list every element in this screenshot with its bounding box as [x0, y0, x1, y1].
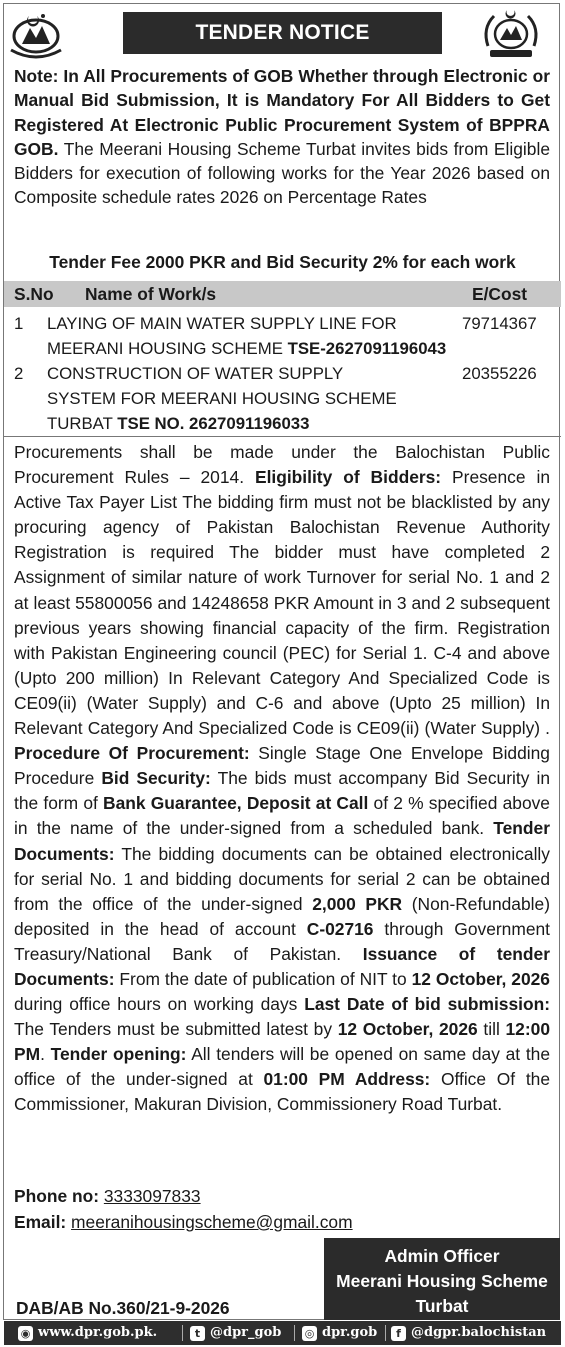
email-link[interactable]: meeranihousingscheme@gmail.com — [71, 1212, 353, 1232]
work-name-text: TURBAT — [47, 414, 118, 433]
government-emblem-right — [480, 6, 542, 60]
text: Procurements shall be made under the Balochistan Public Procurement Rules – 2014. — [14, 442, 550, 488]
eligibility-heading: Eligibility of Bidders: — [254, 467, 442, 488]
phone-link[interactable]: 3333097833 — [103, 1186, 201, 1206]
submission-date: 12 October, 2026 — [337, 1019, 478, 1040]
footer-website[interactable] — [18, 1321, 157, 1345]
text: of 2 % specified above in the name of the under-signed from a scheduled bank. — [14, 793, 550, 839]
registration-note: Note: In All Procurements of GOB Whether through Electronic or Manual Bid Submission, It is Mandatory For All Bidders to Get Registered At Electronic Public Procurement System of BPPRA GOB. — [14, 66, 550, 159]
text: The Tenders must be submitted latest by — [14, 1019, 338, 1040]
header-name: Name of Work/s — [85, 284, 217, 304]
email-label: Email: — [14, 1212, 67, 1232]
officer-title: Admin Officer — [384, 1246, 500, 1266]
header-sno: S.No — [14, 284, 54, 304]
footer-facebook[interactable] — [391, 1321, 546, 1345]
footer-bar — [4, 1321, 561, 1345]
globe-icon: ◉ — [18, 1326, 33, 1341]
tse-number: TSE NO. 2627091196033 — [117, 414, 310, 433]
page-title: TENDER NOTICE — [123, 12, 442, 54]
footer-twitter[interactable] — [190, 1321, 281, 1345]
work-name-line — [47, 336, 447, 361]
text: during office hours on working days — [14, 994, 305, 1015]
bank-guarantee: Bank Guarantee, Deposit at Call — [103, 793, 369, 814]
bid-security-heading: Bid Security: — [101, 768, 211, 789]
email-line — [14, 1212, 353, 1233]
text: From the date of publication of NIT to — [114, 968, 412, 989]
text: All tenders will be opened on same day at the office of the under-signed at — [14, 1044, 550, 1090]
header-cost: E/Cost — [472, 284, 528, 304]
account-head: C-02716 — [306, 918, 374, 939]
facebook-handle[interactable]: @dgpr.balochistan — [411, 1325, 547, 1340]
text: Single Stage One Envelope Bidding Procedure — [14, 743, 550, 789]
work-name-text: MEERANI HOUSING SCHEME — [47, 339, 288, 358]
row-cost: 79714367 — [462, 314, 537, 333]
footer-divider — [182, 1325, 183, 1341]
row-sno: 2 — [14, 364, 24, 383]
work-name-line: LAYING OF MAIN WATER SUPPLY LINE FOR — [47, 314, 397, 333]
last-date-heading: Last Date of bid submission: — [304, 994, 550, 1015]
facebook-icon: f — [391, 1326, 406, 1341]
issuance-heading: Issuance of tender Documents: — [14, 943, 550, 989]
signatory-block — [324, 1238, 560, 1320]
text: through Government Treasury/National Bank of Pakistan. — [14, 918, 550, 964]
text: till — [477, 1019, 506, 1040]
address-heading: Address: — [344, 1069, 431, 1090]
text: . — [40, 1044, 51, 1065]
opening-time: 01:00 PM — [263, 1069, 345, 1090]
officer-location: Turbat — [415, 1296, 469, 1316]
intro-paragraph — [14, 64, 550, 210]
footer-divider — [294, 1325, 295, 1341]
tender-documents-heading: Tender Documents: — [14, 818, 550, 864]
row-cost: 20355226 — [462, 364, 537, 383]
procedure-heading: Procedure Of Procurement: — [14, 743, 250, 764]
issuance-date: 12 October, 2026 — [411, 968, 550, 989]
reference-number: DAB/AB No.360/21-9-2026 — [16, 1298, 230, 1318]
tender-fee-line: Tender Fee 2000 PKR and Bid Security 2% for each work — [49, 252, 516, 272]
tender-opening-heading: Tender opening: — [50, 1044, 187, 1065]
officer-organization: Meerani Housing Scheme — [336, 1271, 548, 1291]
twitter-icon: t — [190, 1326, 205, 1341]
instagram-icon: ◎ — [302, 1326, 317, 1341]
work-name-line: SYSTEM FOR MEERANI HOUSING SCHEME — [47, 389, 397, 408]
text: (Non-Refundable) deposited in the head of account — [14, 893, 550, 939]
footer-divider — [385, 1325, 386, 1341]
government-emblem-left — [5, 6, 67, 60]
phone-label: Phone no: — [14, 1186, 100, 1206]
submission-time: 12:00 PM — [14, 1019, 550, 1065]
work-name-line: CONSTRUCTION OF WATER SUPPLY — [47, 364, 344, 383]
text: Presence in Active Tax Payer List The bidding firm must not be blacklisted by any procuring agency of Pakistan Balochistan Revenue Authority Registration is required The bidder must have completed 2 Assignment of similar nature of work Turnover for serial No. 1 and 2 at least 55800056 and 14248658 PKR Amount in 3 and 2 subsequent previous years showing financial capacity of the firm. Registration with Pakistan Engineering council (PEC) for Serial 1. C-4 and above (Upto 200 million) In Relevant Category And Specialized Code is CE09(ii) (Water Supply) and C-6 and above (Upto 25 million) In Relevant Category And Specialized Code is CE09(ii) (Water Supply) . — [14, 467, 550, 739]
instagram-handle[interactable]: dpr.gob — [322, 1325, 378, 1340]
row-work-name — [47, 361, 447, 436]
invitation-text: The Meerani Housing Scheme Turbat invites bids from Eligible Bidders for execution of following works for the Year 2026 based on Composite schedule rates 2026 on Percentage Rates — [14, 138, 550, 208]
footer-instagram[interactable] — [302, 1321, 377, 1345]
twitter-handle[interactable]: @dpr_gob — [210, 1325, 282, 1340]
document-fee: 2,000 PKR — [312, 893, 403, 914]
text: The bids must accompany Bid Security in the form of — [14, 768, 551, 814]
section-divider — [4, 436, 561, 437]
row-work-name — [47, 311, 447, 361]
text: Office Of the Commissioner, Makuran Division, Commissionery Road Turbat. — [14, 1069, 550, 1115]
phone-line — [14, 1186, 201, 1207]
work-name-line — [47, 411, 447, 436]
text: The bidding documents can be obtained electronically for serial No. 1 and bidding documents for serial 2 can be obtained from the office of the under-signed — [14, 843, 550, 914]
row-sno: 1 — [14, 314, 24, 333]
tse-number: TSE-2627091196043 — [287, 339, 447, 358]
tender-details — [14, 440, 550, 1118]
works-table-header — [4, 281, 561, 307]
website-link[interactable]: www.dpr.gob.pk. — [38, 1325, 158, 1340]
